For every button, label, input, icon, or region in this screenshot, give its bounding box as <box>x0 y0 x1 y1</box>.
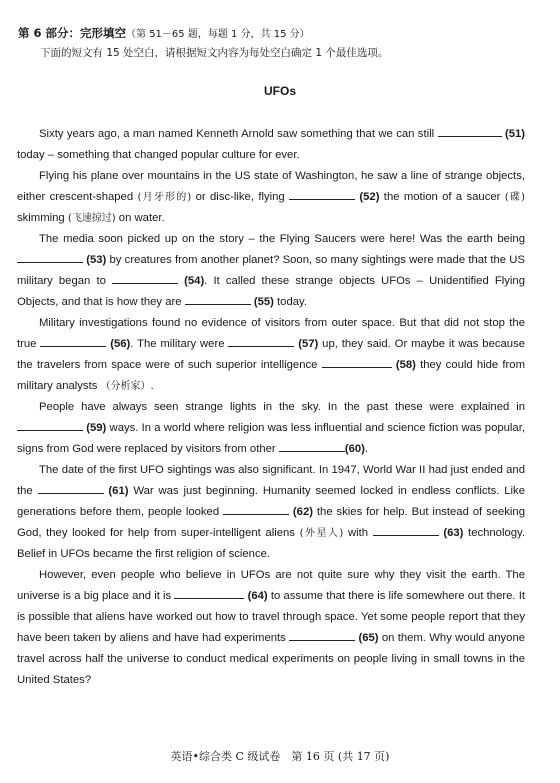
text: today – something that changed popular culture for ever. <box>17 149 300 161</box>
blank-line <box>279 439 345 452</box>
article-body <box>17 124 525 691</box>
question-number: (57) <box>298 338 319 350</box>
text: by creatures from another planet? Soon, so many sightings were made that the US military began to <box>17 254 525 287</box>
blank-line <box>40 334 106 347</box>
chinese-gloss: (月牙形的) <box>137 192 192 203</box>
question-number: (58) <box>395 359 416 371</box>
text: the skies for help. But instead of seeking God, they looked for help from super-intelligent aliens <box>17 506 526 539</box>
page-footer: 英语•综合类 C 级试卷 第 16 页 (共 17 页) <box>170 750 390 763</box>
text: . <box>364 443 369 455</box>
paragraph-5 <box>17 397 525 460</box>
text: skimming <box>17 212 68 224</box>
question-number: (56) <box>110 338 131 350</box>
question-number: (51) <box>504 128 526 140</box>
blank-line <box>289 628 355 641</box>
paragraph-2 <box>17 166 525 229</box>
paragraph-4 <box>17 313 525 397</box>
text: ways. In a world where religion was less influential and science fiction was popular, signs from God were replaced by visitors from other <box>17 422 525 455</box>
text: with <box>343 527 373 539</box>
question-number: (61) <box>108 485 129 497</box>
chinese-gloss: (外星人) <box>299 528 344 539</box>
text: the motion of a saucer <box>379 191 505 203</box>
text: up, they said. Or maybe it was because the travelers from space were of such superior intelligence <box>17 338 526 371</box>
blank-line <box>438 124 502 137</box>
question-number: (64) <box>247 590 268 602</box>
text: Sixty years ago, a man named Kenneth Arnold saw something that we can still <box>39 128 435 140</box>
question-number: (65) <box>358 632 379 644</box>
blank-line <box>112 271 178 284</box>
blank-line <box>17 250 83 263</box>
text: However, even people who believe in UFOs are not quite sure why they visit the earth. The universe is a big place and it is <box>17 569 525 602</box>
blank-line <box>174 586 244 599</box>
text: they could hide from military analysts <box>17 359 525 392</box>
blank-line <box>228 334 294 347</box>
question-number: (59) <box>86 422 107 434</box>
text: The date of the first UFO sightings was also significant. In 1947, World War II had just ended and the <box>17 464 525 497</box>
blank-line <box>322 355 392 368</box>
text: or disc-like, flying <box>191 191 290 203</box>
blank-line <box>373 523 439 536</box>
section-header <box>18 24 548 62</box>
question-number: (55) <box>253 296 274 308</box>
text: Flying his plane over mountains in the US state of Washington, he saw a line of strange objects, either crescent-shaped <box>17 170 525 203</box>
blank-line <box>38 481 104 494</box>
chinese-gloss: (飞速掠过) <box>67 213 116 224</box>
blank-line <box>185 292 251 305</box>
paragraph-6 <box>17 460 525 565</box>
question-number: (53) <box>86 254 107 266</box>
instruction-text: 下面的短文有 15 处空白，请根据短文内容为每处空白确定 1 个最佳选项。 <box>40 47 389 59</box>
question-number: (60) <box>344 443 365 455</box>
text: . <box>150 380 154 392</box>
text: . It called these strange objects UFOs – Unidentified Flying Objects, and that is how they are <box>17 275 525 308</box>
text: technology. Belief in UFOs became the first religion of science. <box>17 527 525 560</box>
text: People have always seen strange lights in the sky. In the past these were explained in <box>39 401 525 413</box>
blank-line <box>289 187 355 200</box>
text: on water. <box>115 212 165 224</box>
chinese-gloss: （分析家） <box>100 381 151 392</box>
text: The media soon picked up on the story – the Flying Saucers were here! Was the earth being <box>39 233 525 245</box>
text: on them. Why would anyone travel across half the universe to conduct medical experiments on people living in small towns in the United States? <box>17 632 526 686</box>
question-number: (54) <box>184 275 205 287</box>
question-number: (62) <box>292 506 313 518</box>
paragraph-7 <box>17 565 525 691</box>
blank-line <box>223 502 289 515</box>
paragraph-3 <box>17 229 525 313</box>
text: Military investigations found no evidence of visitors from outer space. But that did not stop the true <box>17 317 525 350</box>
part-note: （第 51－65 题，每题 1 分，共 15 分） <box>126 29 310 40</box>
text: today. <box>273 296 307 308</box>
text: to assume that there is life somewhere out there. It is possible that aliens have worked out how to travel through space. Yet some people report that they have been taken by aliens and have had experiments <box>17 590 525 644</box>
question-number: (52) <box>359 191 380 203</box>
article-title: UFOs <box>263 84 296 98</box>
text: . The military were <box>130 338 229 350</box>
chinese-gloss: (碟) <box>504 192 525 203</box>
text: War was just beginning. Humanity seemed locked in endless conflicts. Like generations before them, people looked <box>17 485 525 518</box>
question-number: (63) <box>443 527 464 539</box>
part-title: 第 6 部分：完形填空 <box>18 26 127 40</box>
blank-line <box>17 418 83 431</box>
paragraph-1 <box>17 124 525 166</box>
